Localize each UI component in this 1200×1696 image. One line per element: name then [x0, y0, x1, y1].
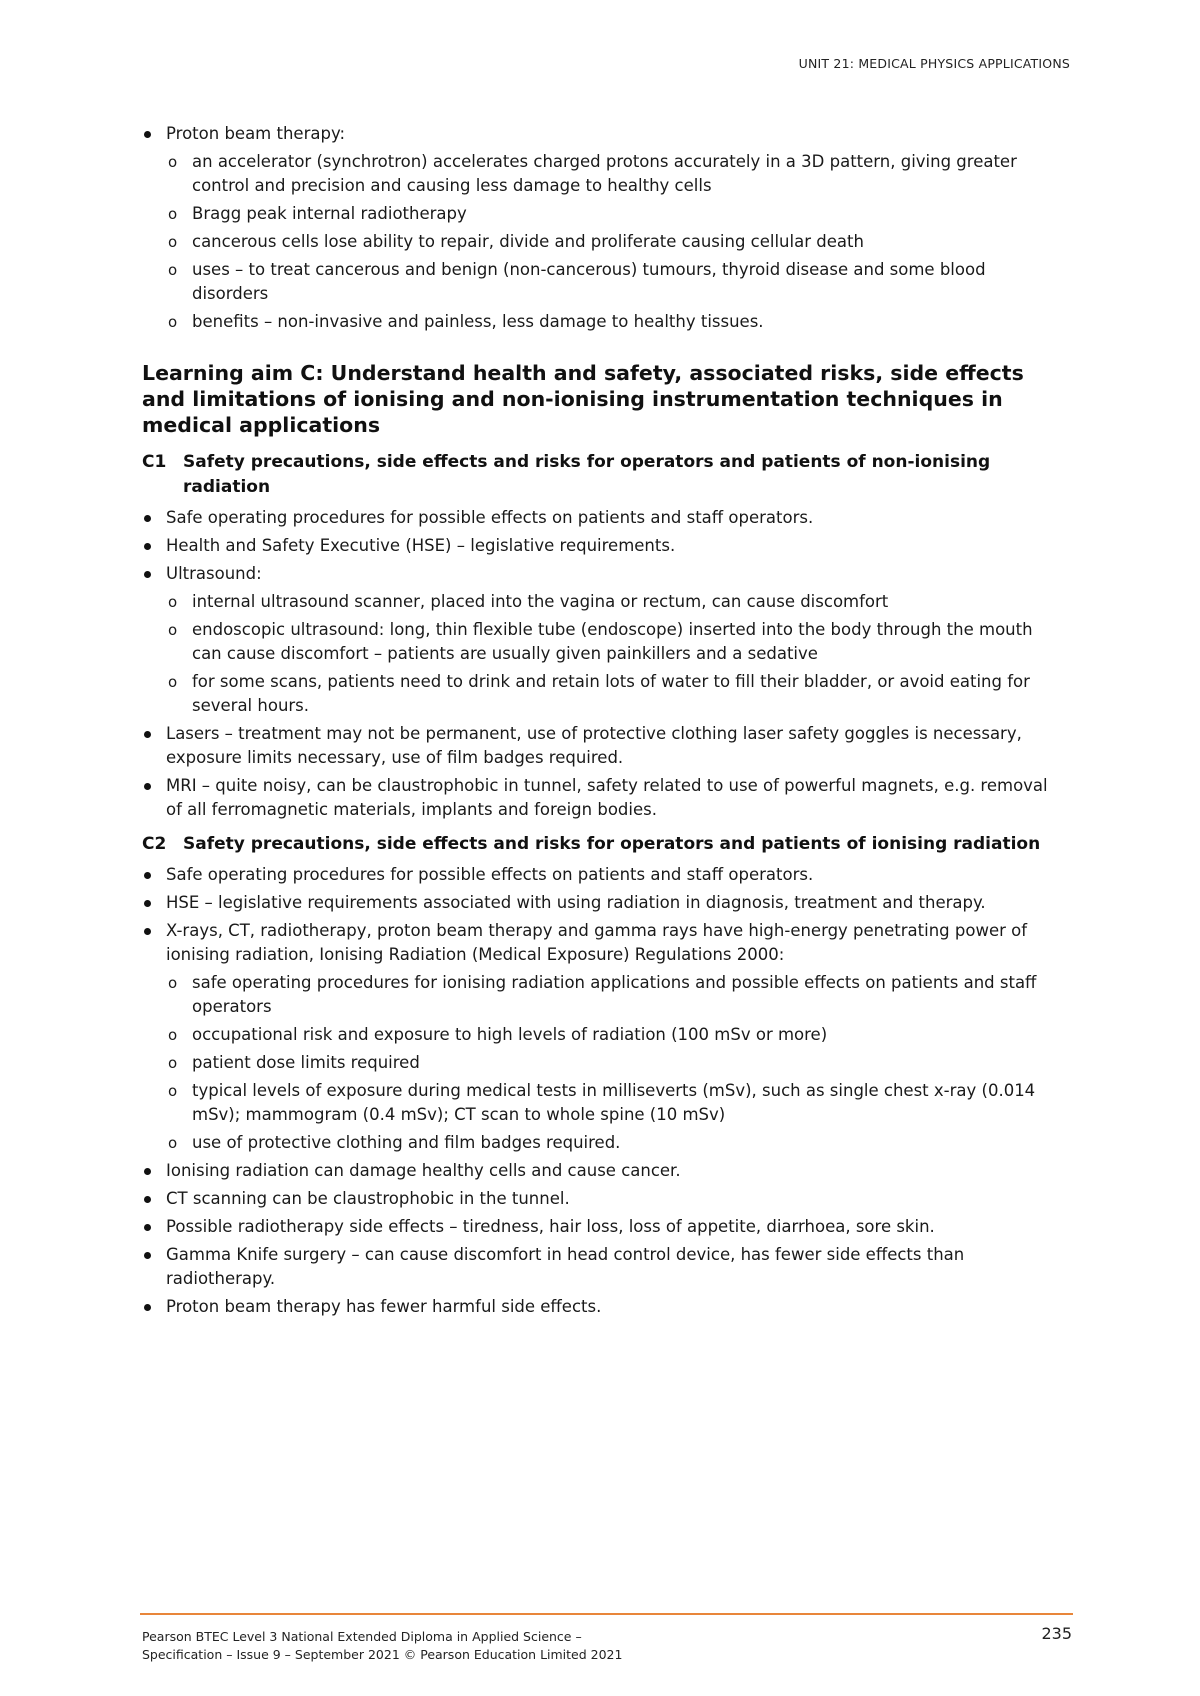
list-item: MRI – quite noisy, can be claustrophobic in tunnel, safety related to use of powerful magnets, e.g. removal of all ferromagnetic materials, implants and foreign bodies. [142, 774, 1062, 822]
footer-text [142, 1628, 622, 1664]
sub-item: o typical levels of exposure during medical tests in milliseverts (mSv), such as single chest x-ray (0.014 mSv); mammogram (0.4 mSv); CT scan to whole spine (10 mSv) [166, 1079, 1062, 1127]
sub-item: o uses – to treat cancerous and benign (non-cancerous) tumours, thyroid disease and some blood disorders [166, 258, 1062, 306]
footer-line-1: Pearson BTEC Level 3 National Extended Diploma in Applied Science – [142, 1629, 582, 1644]
bullet-text: Ultrasound: [166, 564, 262, 583]
list-item: HSE – legislative requirements associated with using radiation in diagnosis, treatment and therapy. [142, 891, 1062, 915]
sub-item: o cancerous cells lose ability to repair, divide and proliferate causing cellular death [166, 230, 1062, 254]
section-number: C2 [142, 834, 167, 854]
section-heading-c2 [142, 832, 1062, 857]
c2-list [142, 863, 1062, 1319]
page-number: 235 [1041, 1624, 1072, 1643]
sub-item: o benefits – non-invasive and painless, less damage to healthy tissues. [166, 310, 1062, 334]
list-item: CT scanning can be claustrophobic in the tunnel. [142, 1187, 1062, 1211]
learning-aim-title: Learning aim C: Understand health and safety, associated risks, side effects and limitations of ionising and non-ionising instrumentation techniques in medical applications [142, 361, 1024, 437]
sub-list [166, 971, 1062, 1155]
list-item: Safe operating procedures for possible effects on patients and staff operators. [142, 506, 1062, 530]
sub-item: o occupational risk and exposure to high levels of radiation (100 mSv or more) [166, 1023, 1062, 1047]
section-title: Safety precautions, side effects and risks for operators and patients of non-ionising radiation [183, 452, 991, 497]
sub-item: o patient dose limits required [166, 1051, 1062, 1075]
sub-item: o for some scans, patients need to drink and retain lots of water to fill their bladder, or avoid eating for several hours. [166, 670, 1062, 718]
page-content [142, 122, 1062, 1323]
list-item: Health and Safety Executive (HSE) – legislative requirements. [142, 534, 1062, 558]
list-item: Safe operating procedures for possible effects on patients and staff operators. [142, 863, 1062, 887]
list-item [142, 562, 1062, 718]
list-item: Lasers – treatment may not be permanent, use of protective clothing laser safety goggles is necessary, exposure limits necessary, use of film badges required. [142, 722, 1062, 770]
sub-item: o safe operating procedures for ionising radiation applications and possible effects on patients and staff operators [166, 971, 1062, 1019]
intro-list [142, 122, 1062, 334]
sub-item: o internal ultrasound scanner, placed into the vagina or rectum, can cause discomfort [166, 590, 1062, 614]
list-item [142, 919, 1062, 1155]
list-item: Proton beam therapy has fewer harmful side effects. [142, 1295, 1062, 1319]
bullet-text: X-rays, CT, radiotherapy, proton beam therapy and gamma rays have high-energy penetrating power of ionising radiation, Ionising Radiation (Medical Exposure) Regulations 2000: [166, 921, 1028, 964]
running-header: UNIT 21: MEDICAL PHYSICS APPLICATIONS [798, 56, 1070, 71]
sub-item: o use of protective clothing and film badges required. [166, 1131, 1062, 1155]
section-number: C1 [142, 452, 167, 472]
section-title: Safety precautions, side effects and risks for operators and patients of ionising radiation [183, 834, 1041, 854]
sub-item: o an accelerator (synchrotron) accelerates charged protons accurately in a 3D pattern, giving greater control and precision and causing less damage to healthy cells [166, 150, 1062, 198]
section-heading-c1 [142, 450, 1062, 500]
sub-item: o endoscopic ultrasound: long, thin flexible tube (endoscope) inserted into the body through the mouth can cause discomfort – patients are usually given painkillers and a sedative [166, 618, 1062, 666]
footer-rule [140, 1613, 1073, 1615]
sub-list [166, 150, 1062, 334]
footer-line-2: Specification – Issue 9 – September 2021 © Pearson Education Limited 2021 [142, 1647, 623, 1662]
c1-list [142, 506, 1062, 822]
list-item: Ionising radiation can damage healthy cells and cause cancer. [142, 1159, 1062, 1183]
list-item: Possible radiotherapy side effects – tiredness, hair loss, loss of appetite, diarrhoea, sore skin. [142, 1215, 1062, 1239]
sub-list [166, 590, 1062, 718]
list-item [142, 122, 1062, 334]
list-item: Gamma Knife surgery – can cause discomfort in head control device, has fewer side effects than radiotherapy. [142, 1243, 1062, 1291]
bullet-text: Proton beam therapy: [166, 124, 346, 143]
sub-item: o Bragg peak internal radiotherapy [166, 202, 1062, 226]
